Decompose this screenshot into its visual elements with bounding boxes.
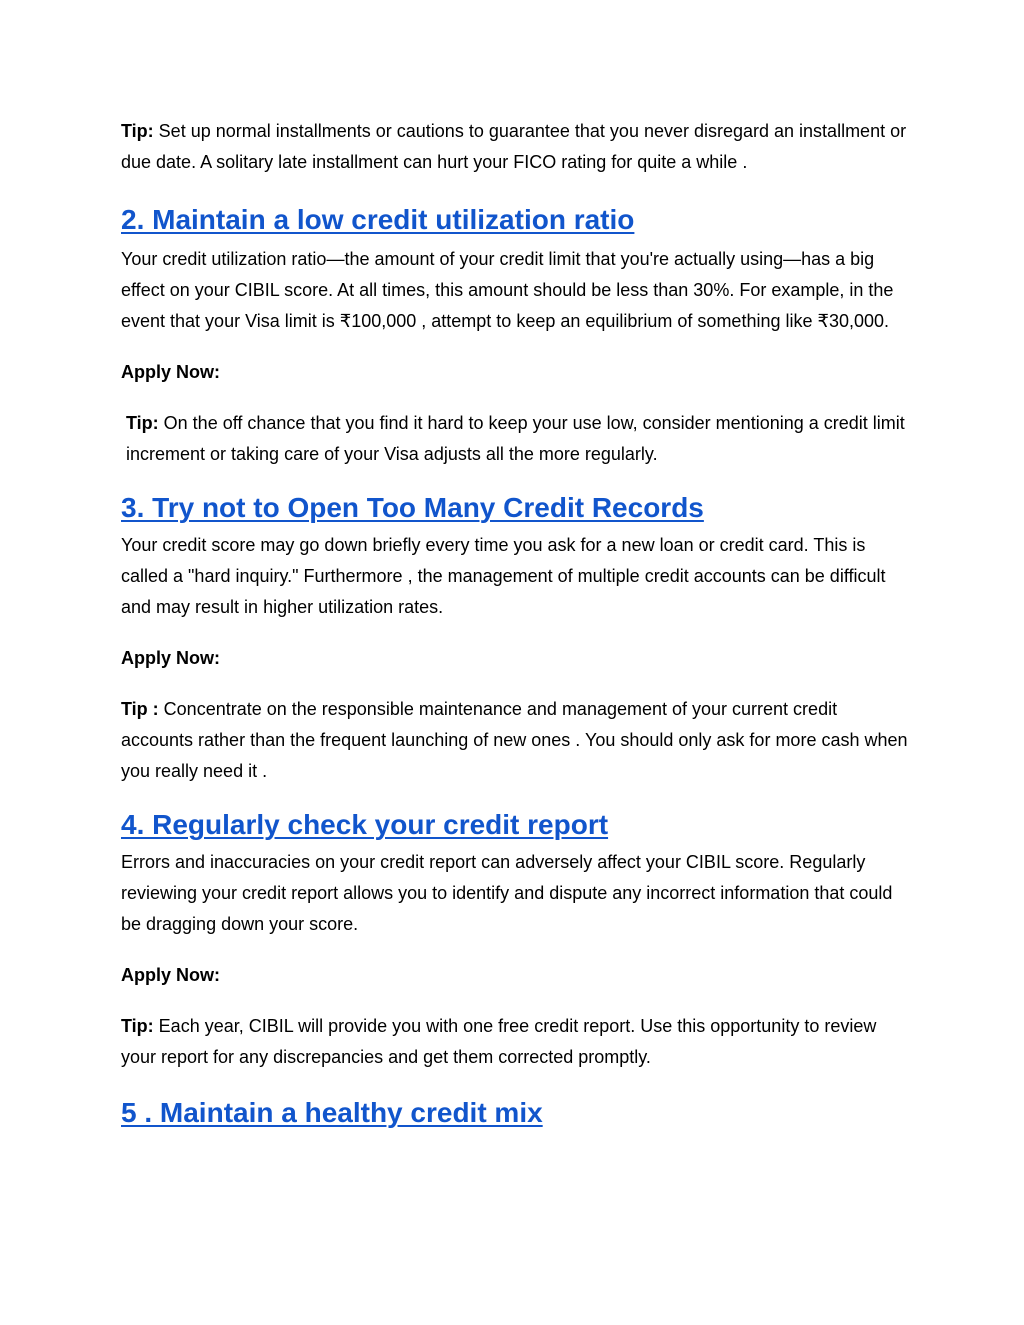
tip-paragraph-4	[121, 1011, 911, 1073]
apply-now-label-2: Apply Now:	[121, 362, 220, 382]
section-body-2: Your credit utilization ratio—the amount of your credit limit that you're actually using—has a big effect on your CIBIL score. At all times, this amount should be less than 30%. For example, in the event that your Visa limit is ₹100,000 , attempt to keep an equilibrium of something like ₹30,000.	[121, 249, 894, 331]
section-body-4: Errors and inaccuracies on your credit report can adversely affect your CIBIL score. Regularly reviewing your credit report allows you to identify and dispute any incorrect information that could be dragging down your score.	[121, 852, 893, 934]
tip-label: Tip:	[121, 121, 154, 141]
section-heading-3[interactable]: 3. Try not to Open Too Many Credit Records	[121, 492, 704, 523]
apply-now-label-3: Apply Now:	[121, 648, 220, 668]
section-heading-4[interactable]: 4. Regularly check your credit report	[121, 809, 609, 840]
tip-paragraph-1	[121, 116, 911, 178]
tip-text: Set up normal installments or cautions to guarantee that you never disregard an installment or due date. A solitary late installment can hurt your FICO rating for quite a while .	[121, 121, 907, 172]
section-body-3: Your credit score may go down briefly every time you ask for a new loan or credit card. This is called a "hard inquiry." Furthermore , the management of multiple credit accounts can be difficult and may result in higher utilization rates.	[121, 535, 886, 617]
tip-label: Tip:	[126, 413, 159, 433]
document-content	[121, 116, 911, 1131]
tip-text: On the off chance that you find it hard to keep your use low, consider mentioning a credit limit increment or taking care of your Visa adjusts all the more regularly.	[126, 413, 905, 464]
tip-label: Tip:	[121, 1016, 154, 1036]
tip-label: Tip :	[121, 699, 159, 719]
tip-paragraph-3	[121, 694, 911, 787]
section-heading-2[interactable]: 2. Maintain a low credit utilization ratio	[121, 204, 635, 235]
tip-text: Concentrate on the responsible maintenance and management of your current credit accounts rather than the frequent launching of new ones . You should only ask for more cash when you really need it .	[121, 699, 908, 781]
section-heading-5[interactable]: 5 . Maintain a healthy credit mix	[121, 1097, 543, 1128]
tip-text: Each year, CIBIL will provide you with one free credit report. Use this opportunity to review your report for any discrepancies and get them corrected promptly.	[121, 1016, 877, 1067]
tip-paragraph-2	[121, 408, 911, 470]
apply-now-label-4: Apply Now:	[121, 965, 220, 985]
